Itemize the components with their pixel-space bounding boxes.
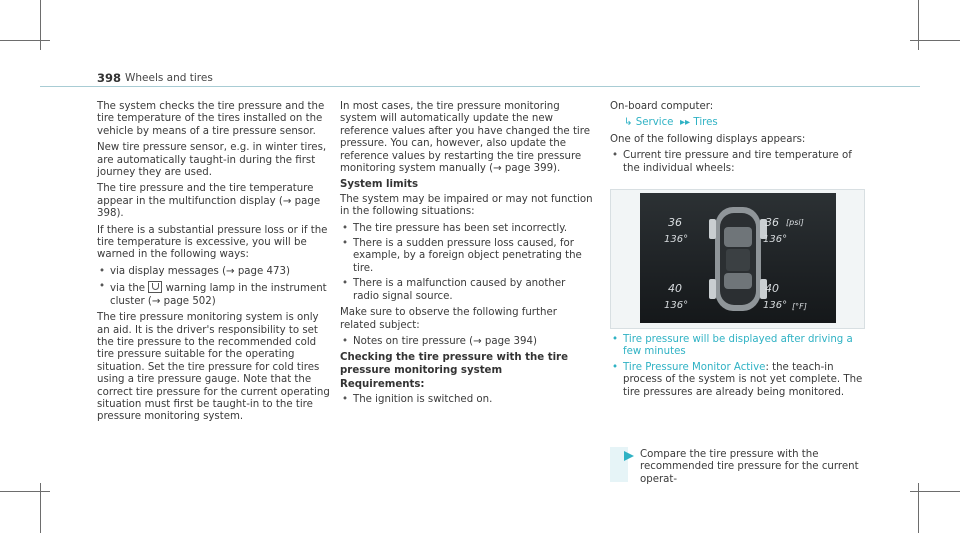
column-3 [610, 101, 868, 179]
front-left-pressure: 36 [668, 216, 682, 229]
paragraph: One of the following displays appears: [610, 133, 806, 145]
paragraph: In most cases, the tire pressure monitoring system will automatically update the new reference values after you have changed the tire pressure. You can, however, also update the reference values by restarting the tire pressure monitoring system manually (→ page 399). [340, 101, 590, 175]
list-item: • Tire pressure will be displayed after driving a few minutes [610, 334, 868, 359]
paragraph: The system checks the tire pressure and the tire temperature of the tires installed on the vehicle by means of a tire pressure sensor. [97, 101, 325, 137]
list-item: • The tire pressure has been set incorrectly. [340, 223, 593, 235]
rear-right-pressure: 40 [765, 282, 779, 295]
column-1 [97, 101, 333, 428]
section-heading: System limits [340, 179, 419, 191]
front-left-temperature: 136° [664, 234, 689, 245]
action-arrow-icon [624, 451, 634, 461]
list-item: • via the warning lamp in the instrument cluster (→ page 502) [97, 281, 333, 308]
column-2 [340, 101, 593, 410]
paragraph: On-board computer: [610, 101, 714, 112]
instruction-step: Compare the tire pressure with the recommended tire pressure for the current operat- [640, 449, 859, 485]
paragraph: The system may be impaired or may not function in the following situations: [340, 193, 593, 218]
tire-pressure-display-image [610, 189, 865, 329]
paragraph: Make sure to observe the following further related subject: [340, 307, 557, 331]
bullet-list [340, 336, 593, 348]
requirements-heading: Requirements: [340, 379, 425, 391]
page-header-title: Wheels and tires [125, 72, 213, 84]
bullet-list [610, 334, 868, 399]
paragraph: If there is a substantial pressure loss or if the tire temperature is excessive, you will be warned in the following ways: [97, 224, 328, 261]
menu-arrow-icon: ↳ [624, 117, 633, 129]
list-item: • There is a sudden pressure loss caused, for example, by a foreign object penetrating the tire. [340, 238, 593, 275]
display-screen [640, 193, 836, 323]
pressure-unit: [psi] [786, 218, 804, 227]
bullet-list [340, 223, 593, 303]
rear-left-temperature: 136° [664, 300, 689, 311]
list-item: • Notes on tire pressure (→ page 394) [340, 336, 593, 348]
menu-item-tires: Tires [693, 117, 718, 129]
list-item: • Current tire pressure and tire temperature of the individual wheels: [610, 150, 868, 175]
list-item: • via display messages (→ page 473) [97, 266, 333, 278]
bullet-list [97, 266, 333, 308]
paragraph: The tire pressure and the tire temperature appear in the multifunction display (→ page 398). [97, 183, 321, 220]
double-chevron-icon: ▸▸ [676, 117, 694, 129]
front-right-temperature: 136° [763, 234, 788, 245]
column-3-continued [610, 334, 868, 403]
page-number: 398 [97, 71, 122, 85]
list-item: • Tire Pressure Monitor Active: the teach-in process of the system is not yet complete. The tire pressures are already being monitored. [610, 362, 868, 399]
status-label: Tire Pressure Monitor Active [623, 361, 766, 373]
menu-item-service: Service [635, 117, 674, 129]
bullet-list [610, 150, 868, 175]
rear-right-temperature: 136° [763, 300, 788, 311]
list-item: • There is a malfunction caused by another radio signal source. [340, 278, 593, 303]
menu-path [624, 117, 868, 129]
section-heading: Checking the tire pressure with the tire pressure monitoring system [340, 352, 568, 376]
list-item: • The ignition is switched on. [340, 394, 593, 406]
header-rule [40, 86, 920, 87]
temperature-unit: [°F] [792, 302, 807, 311]
paragraph: New tire pressure sensor, e.g. in winter tires, are automatically taught-in during the first journey they are used. [97, 142, 327, 179]
front-right-pressure: 36 [765, 216, 779, 229]
paragraph: The tire pressure monitoring system is only an aid. It is the driver's responsibility to set the tire pressure to the recommended cold tire pressure suitable for the operating situation. Set the tire pressure for cold tires using a tire pressure gauge. Note that the correct tire pressure for the current operating situation must first be taught-in to the tire pressure monitoring system. [97, 312, 330, 423]
tire-pressure-warning-icon [148, 281, 162, 293]
bullet-list [340, 394, 593, 406]
rear-left-pressure: 40 [668, 282, 682, 295]
